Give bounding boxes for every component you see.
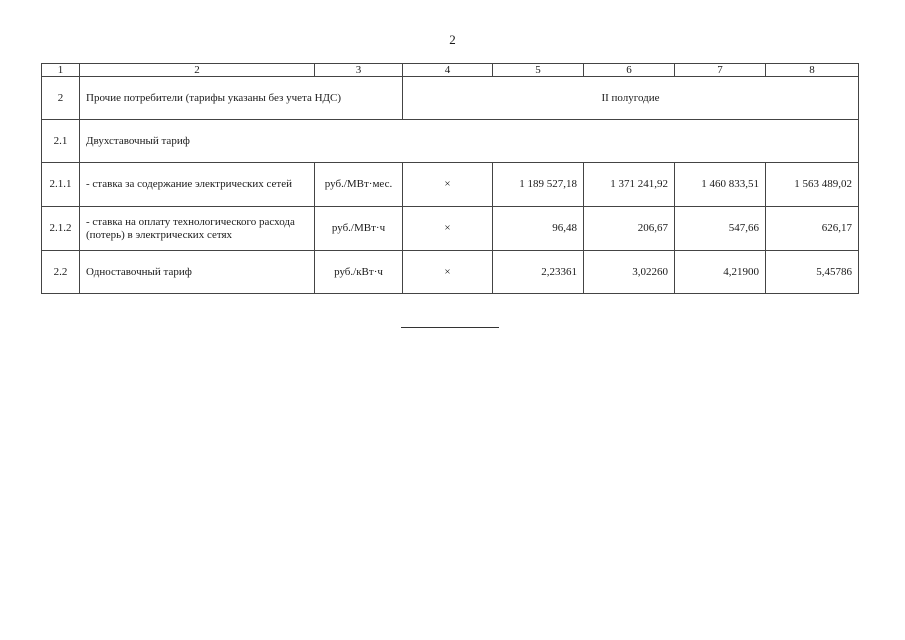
column-number: 4 — [403, 64, 493, 77]
value-cell: 3,02260 — [584, 251, 675, 294]
row-number: 2.2 — [42, 251, 80, 294]
table-row-losses-rate — [42, 207, 859, 251]
column-number: 1 — [42, 64, 80, 77]
end-separator-line — [401, 327, 499, 328]
row-number: 2.1.1 — [42, 163, 80, 207]
value-cell: 1 460 833,51 — [675, 163, 766, 207]
value-cell: 4,21900 — [675, 251, 766, 294]
value-cell: 1 189 527,18 — [493, 163, 584, 207]
value-cell: 547,66 — [675, 207, 766, 251]
row-number: 2.1 — [42, 120, 80, 163]
page-number: 2 — [449, 32, 456, 47]
row-name: Двухставочный тариф — [80, 120, 859, 163]
table-row-two-rate-tariff — [42, 120, 859, 163]
value-cell: 96,48 — [493, 207, 584, 251]
cross-mark: × — [403, 163, 493, 207]
unit-cell: руб./МВт·ч — [315, 207, 403, 251]
table-row-maintenance-rate — [42, 163, 859, 207]
column-number: 3 — [315, 64, 403, 77]
row-name: - ставка на оплату технологического расхода (потерь) в электрических сетях — [80, 207, 315, 251]
column-number: 8 — [766, 64, 859, 77]
value-cell: 1 371 241,92 — [584, 163, 675, 207]
row-name: - ставка за содержание электрических сетей — [80, 163, 315, 207]
value-cell: 2,23361 — [493, 251, 584, 294]
cross-mark: × — [403, 207, 493, 251]
table-row-other-consumers — [42, 77, 859, 120]
value-cell: 5,45786 — [766, 251, 859, 294]
row-name: Прочие потребители (тарифы указаны без учета НДС) — [80, 77, 403, 120]
value-cell: 626,17 — [766, 207, 859, 251]
column-number: 2 — [80, 64, 315, 77]
column-number: 6 — [584, 64, 675, 77]
cross-mark: × — [403, 251, 493, 294]
tariff-table — [41, 63, 859, 294]
unit-cell: руб./МВт·мес. — [315, 163, 403, 207]
row-number: 2 — [42, 77, 80, 120]
period-label: II полугодие — [403, 77, 859, 120]
table-row-one-rate-tariff — [42, 251, 859, 294]
value-cell: 206,67 — [584, 207, 675, 251]
row-number: 2.1.2 — [42, 207, 80, 251]
row-name: Одноставочный тариф — [80, 251, 315, 294]
value-cell: 1 563 489,02 — [766, 163, 859, 207]
unit-cell: руб./кВт·ч — [315, 251, 403, 294]
column-number: 5 — [493, 64, 584, 77]
column-number-row — [42, 64, 859, 77]
column-number: 7 — [675, 64, 766, 77]
